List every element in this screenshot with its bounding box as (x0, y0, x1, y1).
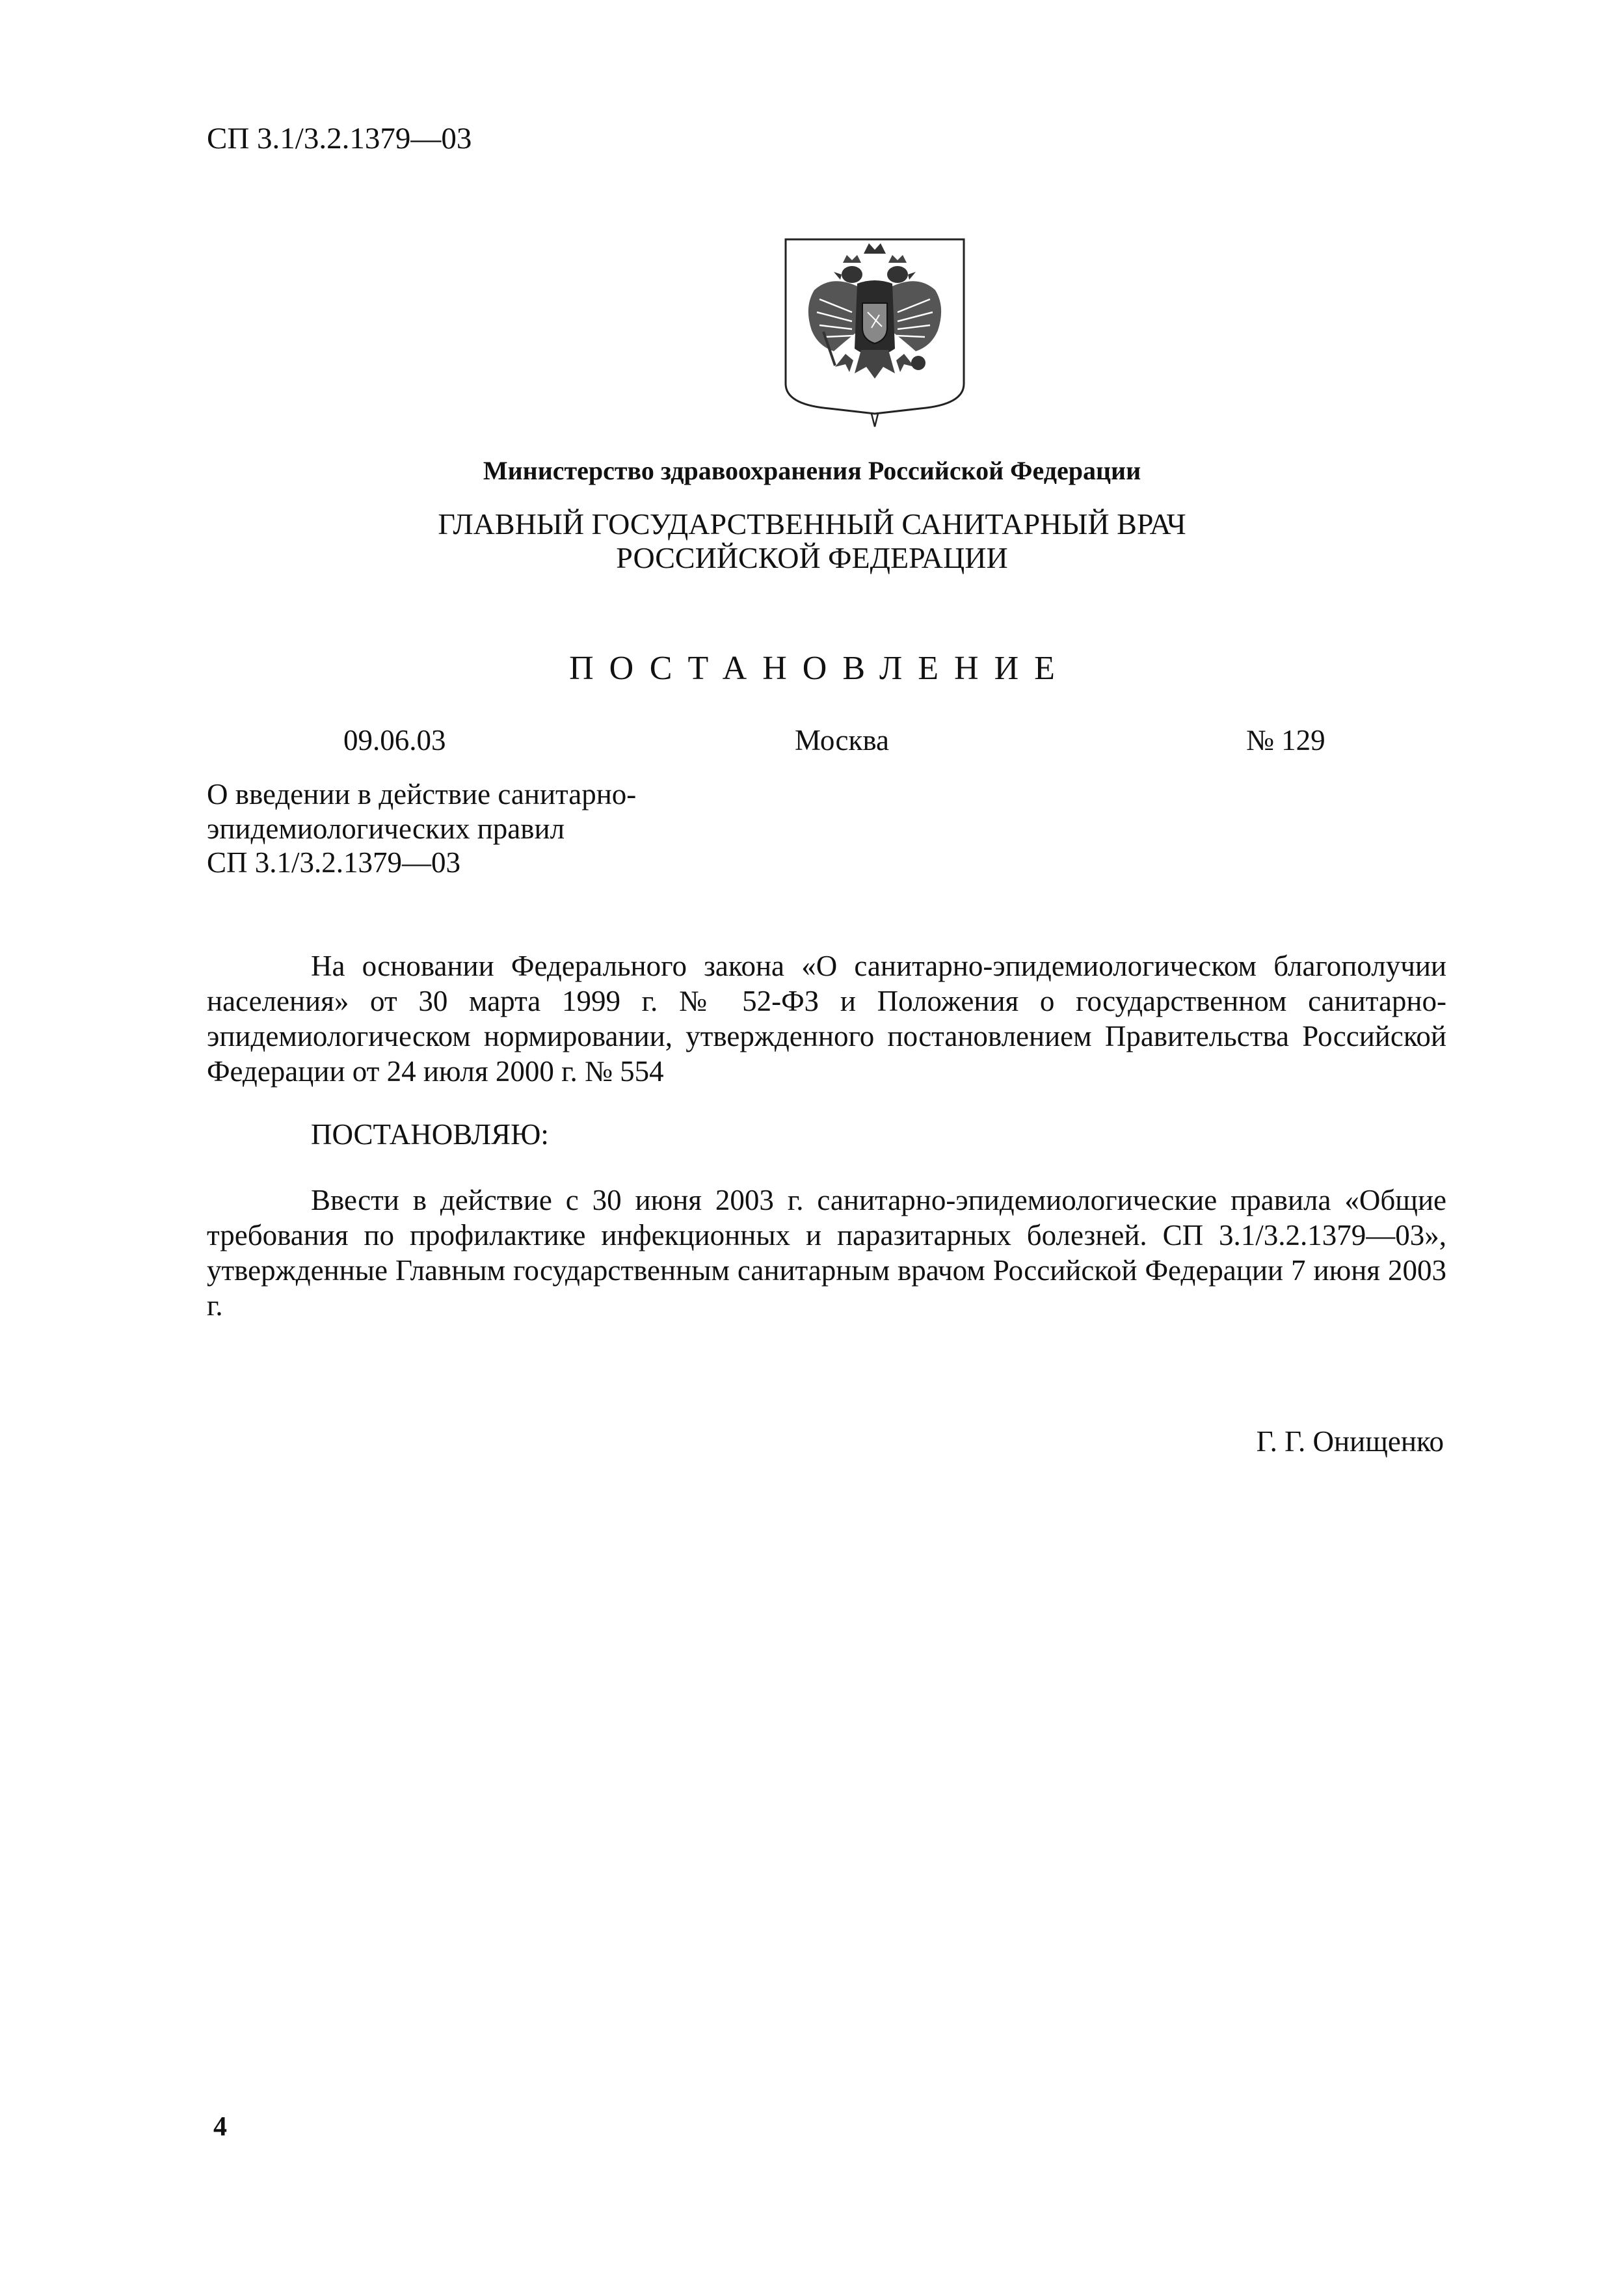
subject-line-3: СП 3.1/3.2.1379—03 (207, 846, 461, 879)
document-code: СП 3.1/3.2.1379—03 (207, 122, 472, 155)
russian-coat-of-arms-icon (780, 234, 969, 436)
resolution-paragraph: Ввести в действие с 30 июня 2003 г. санитарно-эпидемиологические правила «Общие требования по профилактике инфекционных и паразитарных болезней. СП 3.1/3.2.1379—03», утвержденные Главным государственным санитарным врачом Российской Федерации 7 июня 2003 г. (207, 1184, 1446, 1322)
resolve-heading: ПОСТАНОВЛЯЮ: (311, 1118, 549, 1151)
decree-title: ПОСТАНОВЛЕНИЕ (569, 650, 1071, 687)
decree-number: № 129 (1246, 724, 1325, 756)
subject-line-1: О введении в действие санитарно- (207, 778, 637, 810)
legal-basis-paragraph: На основании Федерального закона «О санитарно-эпидемиологическом благополучии населения» от 30 марта 1999 г. № 52-ФЗ и Положения о государственном санитарно-эпидемиологическом нормировании, утвержденного постановлением Правительства Российской Федерации от 24 июля 2000 г. № 554 (207, 950, 1446, 1088)
issuer-title (0, 507, 1624, 574)
decree-subject (207, 777, 701, 880)
ministry-name: Министерство здравоохранения Российской Федерации (483, 456, 1141, 485)
issuer-title-line-1: ГЛАВНЫЙ ГОСУДАРСТВЕННЫЙ САНИТАРНЫЙ ВРАЧ (438, 507, 1186, 541)
decree-date: 09.06.03 (343, 724, 446, 756)
signatory-name: Г. Г. Онищенко (1256, 1425, 1444, 1458)
decree-city: Москва (795, 724, 889, 756)
page-number: 4 (213, 2112, 227, 2142)
issuer-title-line-2: РОССИЙСКОЙ ФЕДЕРАЦИИ (616, 541, 1008, 574)
subject-line-2: эпидемиологических правил (207, 812, 565, 845)
